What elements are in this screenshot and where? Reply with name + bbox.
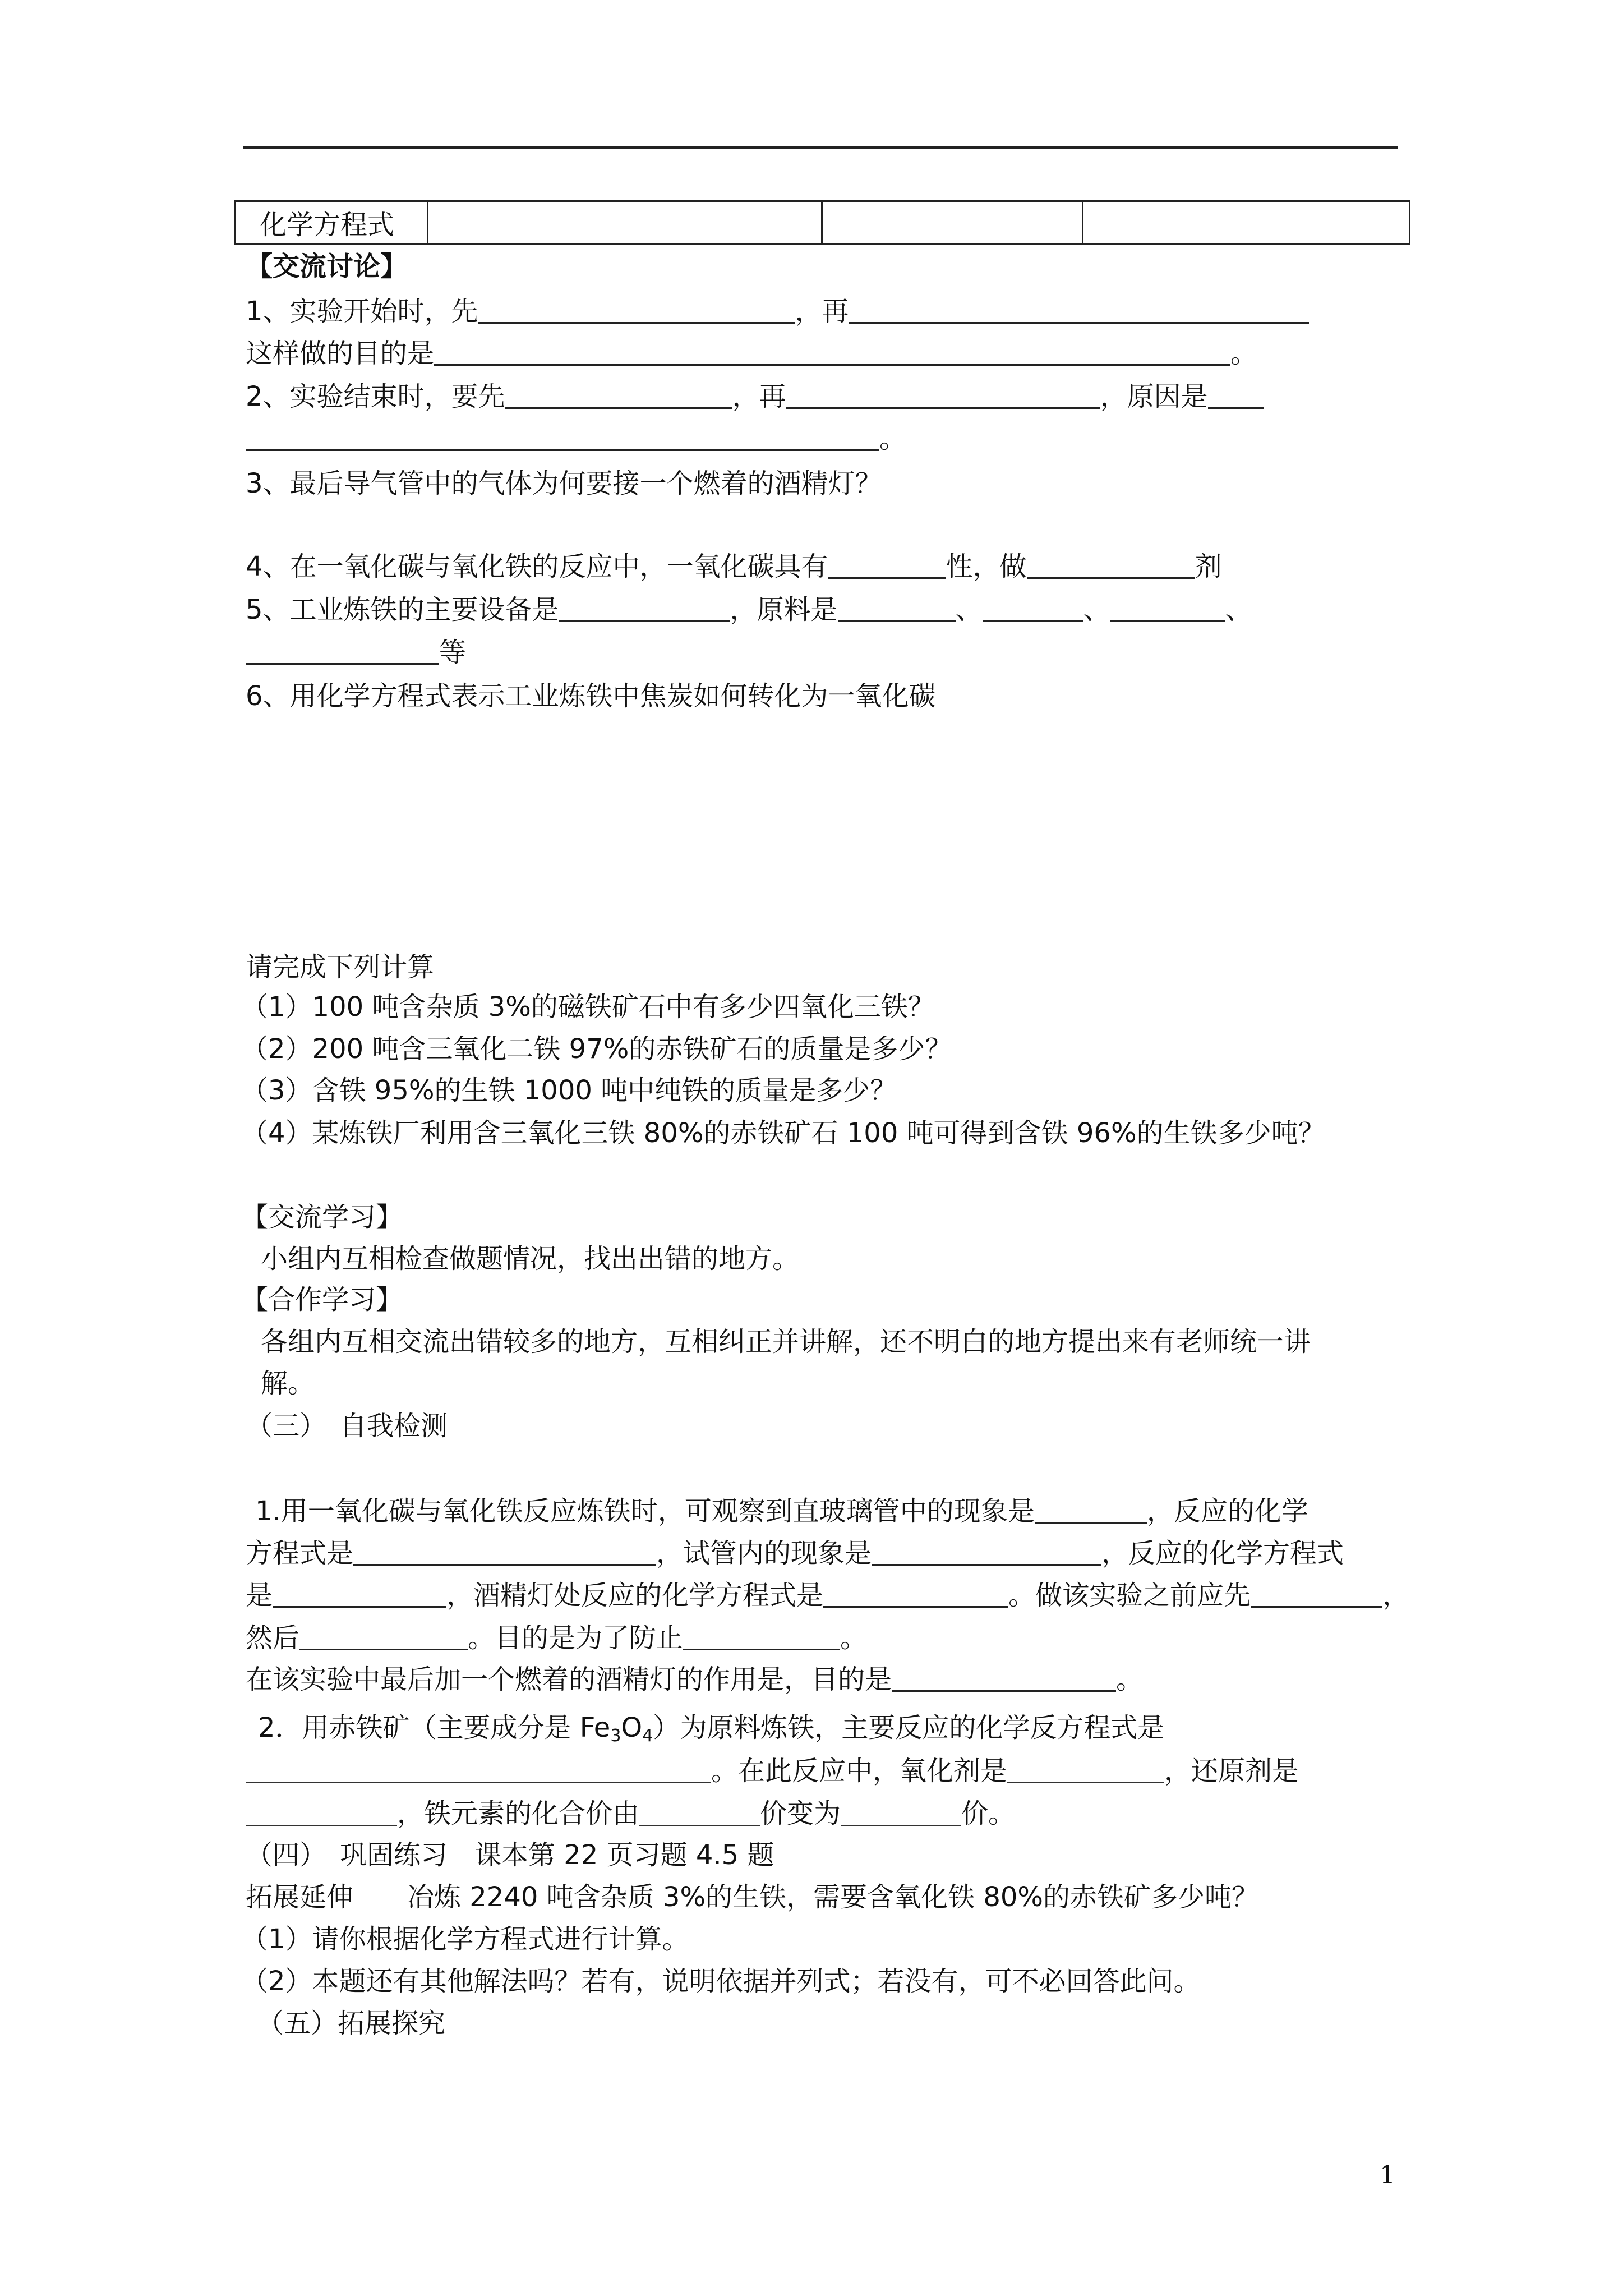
blank-field[interactable] xyxy=(246,422,879,451)
calc-item-3: （3）含铁 95%的生铁 1000 吨中纯铁的质量是多少？ xyxy=(241,1075,897,1106)
blank-field[interactable] xyxy=(841,1798,961,1826)
discussion-q2-reason: 。 xyxy=(246,421,906,457)
blank-field[interactable] xyxy=(639,1798,760,1826)
blank-field[interactable] xyxy=(872,1537,1101,1566)
blank-field[interactable] xyxy=(849,295,1309,324)
extend-item-2: （2）本题还有其他解法吗？若有，说明依据并列式；若没有，可不必回答此问。 xyxy=(241,1966,1201,1997)
selfcheck-p2-line2: 。在此反应中，氧化剂是 ，还原剂是 xyxy=(246,1753,1299,1789)
coop-heading: 【合作学习】 xyxy=(241,1284,403,1315)
blank-field[interactable] xyxy=(892,1663,1116,1692)
equation-table xyxy=(234,200,1410,245)
exchange-text: 小组内互相检查做题情况，找出出错的地方。 xyxy=(261,1243,800,1274)
discussion-q5-cont: 等 xyxy=(246,634,466,670)
table-label: 化学方程式 xyxy=(260,209,395,241)
calc-item-2: （2）200 吨含三氧化二铁 97%的赤铁矿石的质量是多少？ xyxy=(241,1033,952,1065)
blank-field[interactable] xyxy=(1027,550,1195,579)
blank-field[interactable] xyxy=(434,337,1230,366)
answer-cell[interactable] xyxy=(428,201,822,244)
blank-field[interactable] xyxy=(246,636,439,665)
exchange-heading: 【交流学习】 xyxy=(241,1202,403,1233)
blank-field[interactable] xyxy=(983,593,1083,622)
selfcheck-p2-line1: 2．用赤铁矿（主要成分是 $Fe_3O_4$）为原料炼铁，主要反应的化学反方程式是 xyxy=(258,1712,1165,1746)
discussion-q4: 4、在一氧化碳与氧化铁的反应中，一氧化碳具有 性，做 剂 xyxy=(246,551,1222,582)
blank-field[interactable] xyxy=(1035,1495,1147,1524)
discussion-q6: 6、用化学方程式表示工业炼铁中焦炭如何转化为一氧化碳 xyxy=(246,680,936,712)
discussion-q1-purpose: 这样做的目的是 。 xyxy=(246,338,1258,369)
blank-field[interactable] xyxy=(478,295,795,324)
blank-field[interactable] xyxy=(299,1622,468,1650)
blank-field[interactable] xyxy=(353,1537,656,1566)
discussion-q2: 2、实验结束时，要先 ，再 ，原因是 xyxy=(246,379,1264,415)
blank-field[interactable] xyxy=(559,593,730,622)
discussion-q5: 5、工业炼铁的主要设备是 ，原料是 、 、 、 xyxy=(246,594,1252,625)
blank-field[interactable] xyxy=(1251,1579,1382,1608)
blank-field[interactable] xyxy=(246,1798,397,1826)
extend-item-1: （1）请你根据化学方程式进行计算。 xyxy=(241,1924,689,1955)
blank-field[interactable] xyxy=(1007,1755,1164,1783)
blank-field[interactable] xyxy=(246,1755,711,1783)
calc-item-1: （1）100 吨含杂质 3%的磁铁矿石中有多少四氧化三铁？ xyxy=(241,991,935,1023)
table-label-cell xyxy=(236,201,428,244)
blank-field[interactable] xyxy=(683,1622,840,1650)
page-number: 1 xyxy=(1380,2161,1395,2189)
selfcheck-heading: （三） 自我检测 xyxy=(246,1410,448,1442)
selfcheck-p1-line4: 然后 。目的是为了防止 。 xyxy=(246,1622,868,1654)
selfcheck-p2-line3: ，铁元素的化合价由 价变为 价。 xyxy=(246,1796,1015,1832)
explore-heading: （五）拓展探究 xyxy=(257,2008,446,2039)
coop-text-1: 各组内互相交流出错较多的地方，互相纠正并讲解，还不明白的地方提出来有老师统一讲 xyxy=(261,1326,1311,1358)
consolidate-heading: （四） 巩固练习 课本第 22 页习题 4.5 题 xyxy=(246,1839,774,1871)
selfcheck-p1-line3: 是 ，酒精灯处反应的化学方程式是 。做该实验之前应先 ， xyxy=(246,1580,1410,1611)
discussion-q3: 3、最后导气管中的气体为何要接一个燃着的酒精灯？ xyxy=(246,468,882,499)
selfcheck-p1-line5: 在该实验中最后加一个燃着的酒精灯的作用是，目的是 。 xyxy=(246,1664,1144,1695)
table-row xyxy=(236,201,1410,244)
discussion-q1: 1、实验开始时，先 ，再 xyxy=(246,293,1309,329)
selfcheck-p1-line1: 1.用一氧化碳与氧化铁反应炼铁时，可观察到直玻璃管中的现象是 ，反应的化学 xyxy=(255,1496,1308,1527)
coop-text-2: 解。 xyxy=(261,1368,315,1399)
blank-field[interactable] xyxy=(505,380,732,409)
blank-field[interactable] xyxy=(786,380,1100,409)
answer-cell[interactable] xyxy=(822,201,1083,244)
blank-field[interactable] xyxy=(838,593,956,622)
calc-item-4: （4）某炼铁厂利用含三氧化三铁 80%的赤铁矿石 100 吨可得到含铁 96%的生铁多少吨？ xyxy=(241,1117,1325,1149)
extend-line: 拓展延伸 冶炼 2240 吨含杂质 3%的生铁，需要含氧化铁 80%的赤铁矿多少吨？ xyxy=(246,1881,1259,1913)
blank-field[interactable] xyxy=(828,550,946,579)
header-rule xyxy=(243,146,1398,149)
blank-field[interactable] xyxy=(1208,380,1264,409)
discussion-heading: 【交流讨论】 xyxy=(246,251,408,282)
selfcheck-p1-line2: 方程式是 ，试管内的现象是 ，反应的化学方程式 xyxy=(246,1538,1344,1569)
answer-cell[interactable] xyxy=(1083,201,1410,244)
blank-field[interactable] xyxy=(273,1579,446,1608)
blank-field[interactable] xyxy=(1110,593,1225,622)
blank-field[interactable] xyxy=(823,1579,1008,1608)
calc-heading: 请完成下列计算 xyxy=(246,951,435,983)
